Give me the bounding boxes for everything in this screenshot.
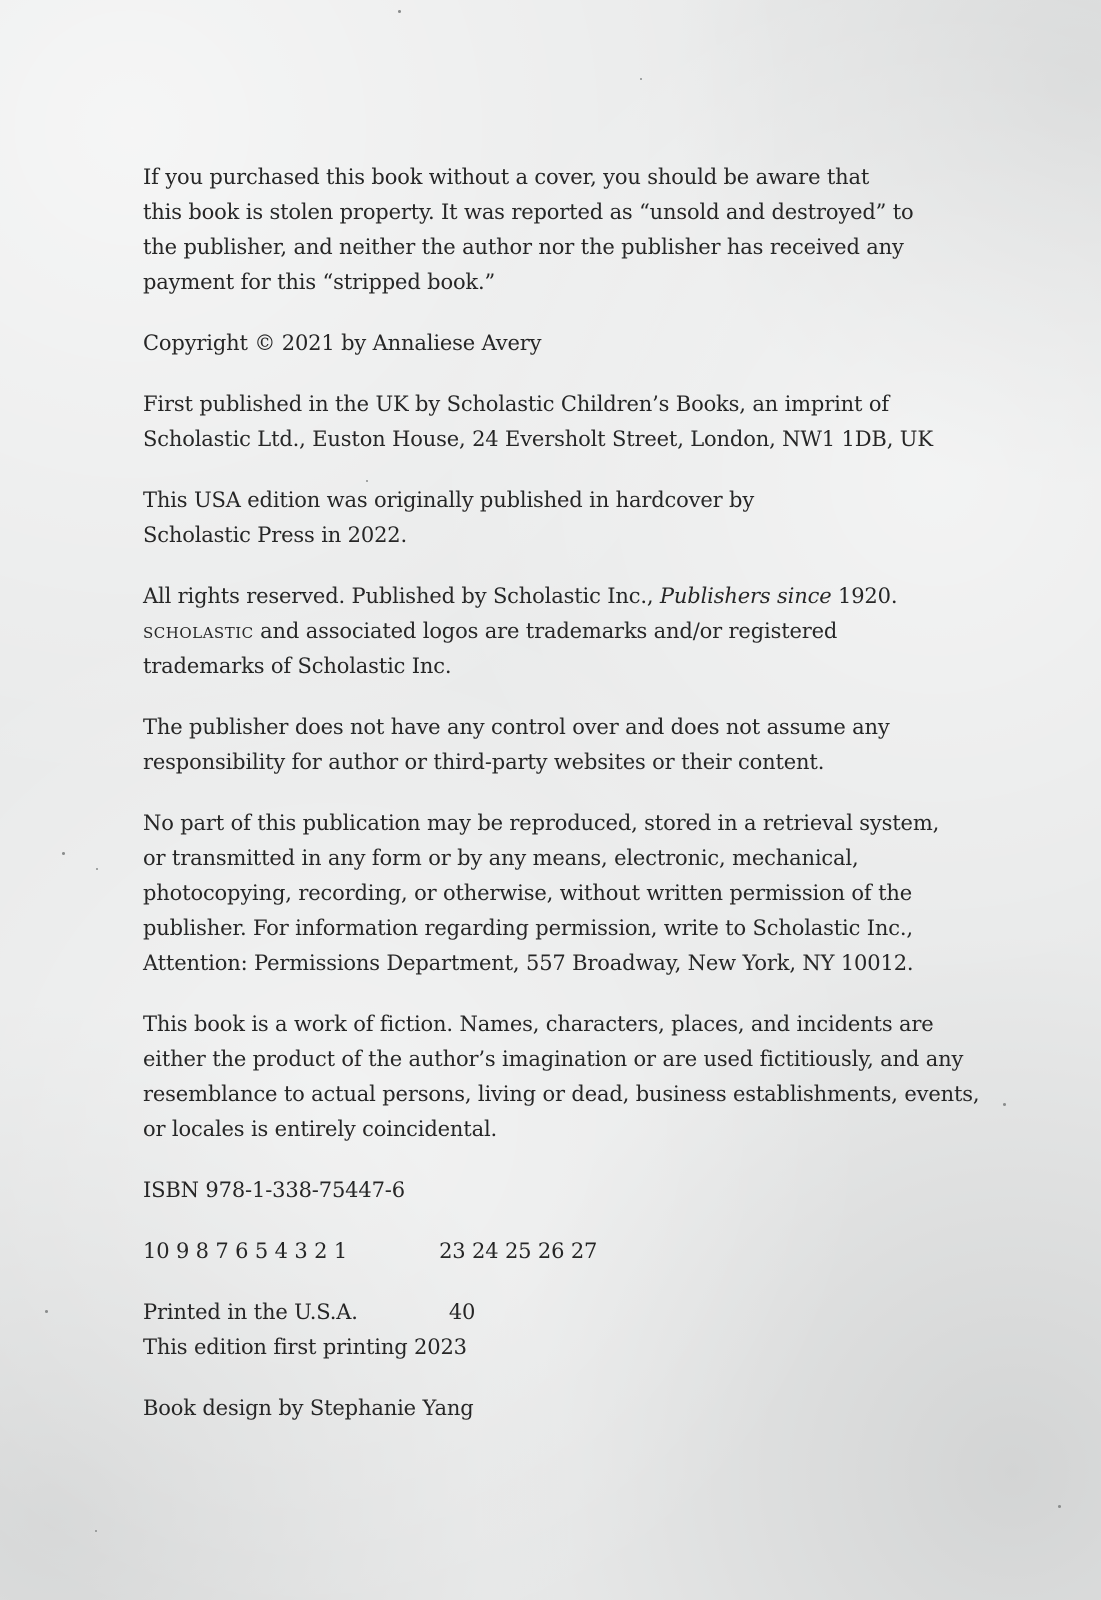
printed-in-block: [143, 1295, 983, 1365]
text-line: Attention: Permissions Department, 557 Broadway, New York, NY 10012.: [143, 951, 914, 975]
paper-speck: [45, 1310, 48, 1313]
design-credit-block: [143, 1391, 983, 1426]
text-line: No part of this publication may be reproduced, stored in a retrieval system,: [143, 811, 940, 835]
text-line: or transmitted in any form or by any means, electronic, mechanical,: [143, 846, 859, 870]
text-line: This edition first printing 2023: [143, 1335, 467, 1359]
text-line: Scholastic Ltd., Euston House, 24 Eversholt Street, London, NW1 1DB, UK: [143, 427, 933, 451]
plant-code: 40: [448, 1300, 476, 1324]
text-line: either the product of the author’s imagination or are used fictitiously, and any: [143, 1047, 964, 1071]
text-line: Scholastic Press in 2022.: [143, 523, 408, 547]
paper-speck: [1003, 1103, 1006, 1106]
text-line: If you purchased this book without a cover, you should be aware that: [143, 165, 870, 189]
text-line: payment for this “stripped book.”: [143, 270, 496, 294]
text-line: photocopying, recording, or otherwise, without written permission of the: [143, 881, 913, 905]
copyright-text-block: [143, 160, 983, 1452]
publishers-since-italic: Publishers since: [659, 584, 832, 608]
text-line: This book is a work of fiction. Names, characters, places, and incidents are: [143, 1012, 934, 1036]
stripped-book-notice: [143, 160, 983, 300]
text-line: [143, 1234, 983, 1269]
printing-line: [143, 1234, 983, 1269]
reproduction-notice: [143, 806, 983, 981]
trademark-text: and associated logos are trademarks and/or registered: [253, 619, 838, 643]
copyright-line: Copyright © 2021 by Annaliese Avery: [143, 331, 542, 355]
scholastic-trademark-word: scholastic: [143, 619, 254, 643]
isbn-block: [143, 1173, 983, 1208]
text-line: First published in the UK by Scholastic Children’s Books, an imprint of: [143, 392, 889, 416]
copyright-notice: [143, 326, 983, 361]
text-line: The publisher does not have any control over and does not assume any: [143, 715, 890, 739]
text-line: [143, 614, 983, 649]
printing-years: 23 24 25 26 27: [439, 1239, 598, 1263]
text-line: resemblance to actual persons, living or dead, business establishments, events,: [143, 1082, 980, 1106]
paper-speck: [95, 1530, 97, 1532]
text-line: this book is stolen property. It was reported as “unsold and destroyed” to: [143, 200, 914, 224]
text-line: [143, 1295, 983, 1330]
paper-speck: [96, 868, 98, 870]
rights-text: All rights reserved. Published by Scholastic Inc.,: [143, 584, 660, 608]
fiction-disclaimer: [143, 1007, 983, 1147]
text-line: or locales is entirely coincidental.: [143, 1117, 498, 1141]
website-disclaimer: [143, 710, 983, 780]
printed-country: Printed in the U.S.A.: [143, 1300, 358, 1324]
usa-edition-notice: [143, 483, 983, 553]
paper-speck: [1058, 1505, 1061, 1508]
text-line: [143, 579, 983, 614]
text-line: This USA edition was originally published in hardcover by: [143, 488, 755, 512]
text-line: publisher. For information regarding permission, write to Scholastic Inc.,: [143, 916, 913, 940]
printing-numbers: 10 9 8 7 6 5 4 3 2 1: [143, 1239, 348, 1263]
text-line: the publisher, and neither the author nor the publisher has received any: [143, 235, 904, 259]
rights-year: 1920.: [831, 584, 898, 608]
isbn-line: ISBN 978-1-338-75447-6: [143, 1178, 405, 1202]
design-credit-line: Book design by Stephanie Yang: [143, 1396, 474, 1420]
first-published-notice: [143, 387, 983, 457]
rights-notice: [143, 579, 983, 684]
paper-speck: [398, 10, 401, 13]
text-line: trademarks of Scholastic Inc.: [143, 654, 452, 678]
paper-speck: [62, 852, 65, 855]
text-line: responsibility for author or third-party websites or their content.: [143, 750, 825, 774]
paper-speck: [640, 78, 642, 80]
